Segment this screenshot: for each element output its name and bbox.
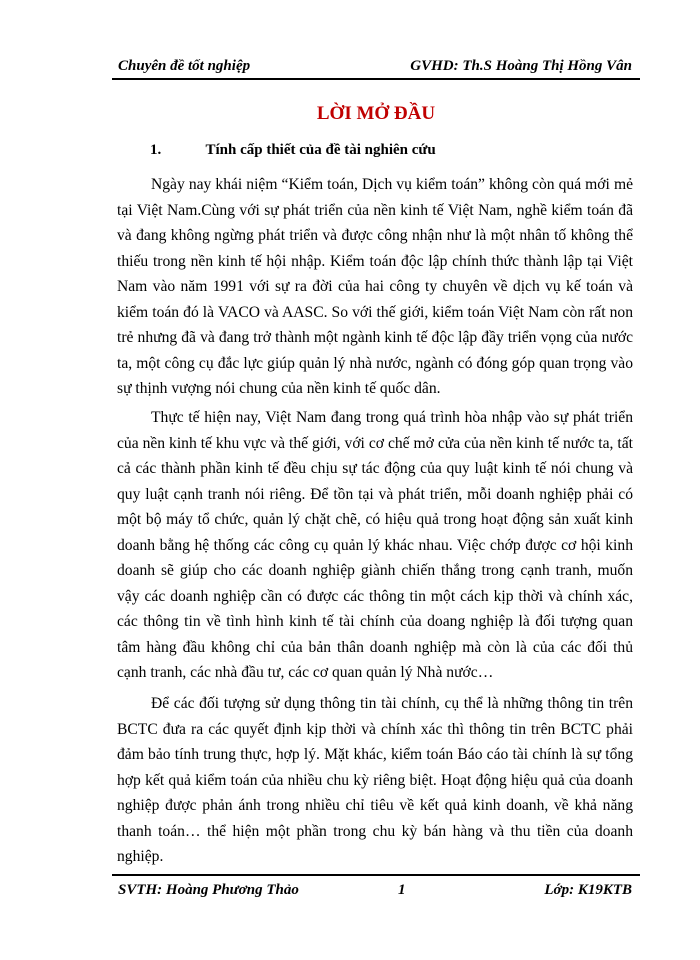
- page-header: [112, 56, 640, 80]
- section-title: Tính cấp thiết của đề tài nghiên cứu: [205, 142, 436, 158]
- header-supervisor: GVHD: Th.S Hoàng Thị Hồng Vân: [410, 58, 632, 74]
- page-number: 1: [398, 882, 406, 898]
- paragraph-3: Để các đối tượng sử dụng thông tin tài chính, cụ thể là những thông tin trên BCTC đưa ra các quyết định kịp thời và chính xác thì thông tin trên BCTC phải đảm bảo tính trung thực, hợp lý. Mặt khác, kiểm toán Báo cáo tài chính là sự tổng hợp kết quả kiểm toán của nhiều chu kỳ riêng biệt. Hoạt động hiệu quả của doanh nghiệp được phản ánh trong nhiều chỉ tiêu về kết quả kinh doanh, về khả năng thanh toán… thể hiện một phần trong chu kỳ bán hàng và thu tiền của doanh nghiệp.: [117, 695, 633, 865]
- page-title: LỜI MỞ ĐẦU: [316, 103, 436, 124]
- section-heading: [150, 142, 436, 159]
- header-document-type: Chuyên đề tốt nghiệp: [118, 58, 251, 74]
- page-footer: [112, 874, 640, 900]
- section-number: 1.: [150, 142, 162, 158]
- paragraph-1: Ngày nay khái niệm “Kiểm toán, Dịch vụ kiểm toán” không còn quá mới mẻ tại Việt Nam.Cùng với sự phát triển của nền kinh tế Việt Nam, nghề kiểm toán đã và đang không ngừng phát triển và được công nhận như là một nhân tố không thể thiếu trong nền kinh tế hội nhập. Kiểm toán độc lập chính thức thành lập tại Việt Nam vào năm 1991 với sự ra đời của hai công ty chuyên về dịch vụ kế toán và kiểm toán đó là VACO và AASC. So với thế giới, kiểm toán Việt Nam còn rất non trẻ nhưng đã và đang trở thành một ngành kinh tế độc lập đầy triển vọng của nước ta, một công cụ đắc lực giúp quản lý nhà nước, ngành có đóng góp quan trọng vào sự thịnh vượng nói chung của nền kinh tế quốc dân.: [117, 176, 633, 397]
- footer-student: SVTH: Hoàng Phương Thảo: [118, 882, 299, 898]
- footer-class: Lớp: K19KTB: [544, 882, 632, 898]
- paragraph-2: Thực tế hiện nay, Việt Nam đang trong quá trình hòa nhập vào sự phát triển của nền kinh tế khu vực và thế giới, với cơ chế mở cửa của nền kinh tế nước ta, tất cả các thành phần kinh tế đều chịu sự tác động của quy luật kinh tế nói chung và quy luật cạnh tranh nói riêng. Để tồn tại và phát triển, mỗi doanh nghiệp phải có một bộ máy tổ chức, quản lý chặt chẽ, có hiệu quả trong hoạt động sản xuất kinh doanh bằng hệ thống các công cụ quản lý khác nhau. Việc chớp được cơ hội kinh doanh sẽ giúp cho các doanh nghiệp giành chiến thắng trong cạnh tranh, muốn vậy các doanh nghiệp cần có được các thông tin một cách kịp thời và chính xác, các thông tin về tình hình kinh tế tài chính của doang nghiệp là đối tượng quan tâm hàng đầu không chỉ của bản thân doanh nghiệp mà còn là của các đối thủ cạnh tranh, các nhà đầu tư, các cơ quan quản lý Nhà nước…: [117, 409, 633, 681]
